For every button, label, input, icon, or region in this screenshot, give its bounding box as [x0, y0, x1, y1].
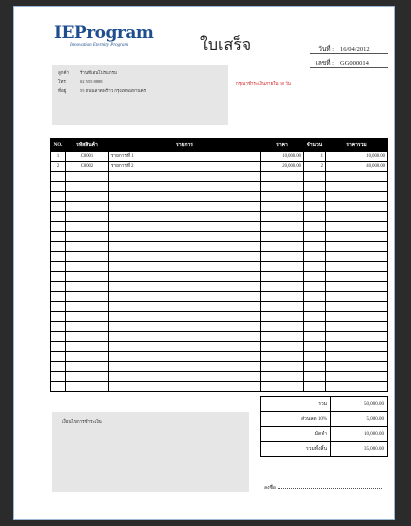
remark-label: เงื่อนไขการชำระเงิน: [62, 419, 102, 424]
remark-box: [52, 412, 249, 492]
empty-cell: [326, 362, 388, 372]
customer-name-label: ลูกค้า: [58, 70, 70, 75]
empty-cell: [51, 182, 66, 192]
empty-cell: [261, 262, 304, 272]
table-row-empty: [51, 342, 388, 352]
empty-cell: [51, 262, 66, 272]
document-title: ใบเสร็จ: [200, 35, 252, 54]
empty-cell: [304, 262, 326, 272]
summary-value: 5,000.00: [331, 412, 388, 427]
empty-cell: [326, 292, 388, 302]
payment-note: กรุณาชำระเงินภายใน 30 วัน: [236, 81, 291, 86]
empty-cell: [109, 242, 261, 252]
empty-cell: [261, 222, 304, 232]
empty-cell: [326, 192, 388, 202]
customer-name-value: ร้านทีเอนโปรแกรม: [80, 70, 118, 75]
empty-cell: [66, 172, 109, 182]
table-row-empty: [51, 222, 388, 232]
empty-cell: [51, 382, 66, 392]
empty-cell: [109, 212, 261, 222]
table-row-empty: [51, 262, 388, 272]
table-row-empty: [51, 242, 388, 252]
table-row-empty: [51, 182, 388, 192]
header-code: รหัสสินค้า: [66, 139, 109, 152]
cell-total: 40,000.00: [326, 162, 388, 172]
header-qty: จำนวน: [304, 139, 326, 152]
empty-cell: [51, 192, 66, 202]
signature-label: ลงชื่อ: [264, 486, 276, 491]
date-label: วันที่ :: [318, 46, 334, 53]
empty-cell: [51, 302, 66, 312]
empty-cell: [261, 352, 304, 362]
empty-cell: [261, 362, 304, 372]
summary-table: [260, 396, 388, 457]
empty-cell: [326, 282, 388, 292]
empty-cell: [66, 302, 109, 312]
empty-cell: [304, 332, 326, 342]
empty-cell: [109, 292, 261, 302]
summary-label: รวมทั้งสิ้น: [261, 442, 331, 457]
summary-label: มัดจำ: [261, 427, 331, 442]
empty-cell: [51, 362, 66, 372]
empty-cell: [109, 322, 261, 332]
empty-cell: [261, 242, 304, 252]
empty-cell: [66, 192, 109, 202]
summary-row-discount: [261, 412, 388, 427]
logo-tagline: Innovation Eternity Program: [70, 43, 129, 48]
empty-cell: [261, 312, 304, 322]
empty-cell: [261, 212, 304, 222]
empty-cell: [326, 222, 388, 232]
empty-cell: [109, 312, 261, 322]
empty-cell: [304, 312, 326, 322]
summary-value: 35,000.00: [331, 442, 388, 457]
table-row-empty: [51, 252, 388, 262]
empty-cell: [109, 302, 261, 312]
empty-cell: [66, 212, 109, 222]
table-row-empty: [51, 212, 388, 222]
empty-cell: [261, 282, 304, 292]
date-value: 16/04/2012: [340, 46, 370, 53]
empty-cell: [109, 382, 261, 392]
empty-cell: [66, 262, 109, 272]
summary-row-deposit: [261, 427, 388, 442]
empty-cell: [326, 242, 388, 252]
date-underline: [310, 53, 388, 54]
empty-cell: [304, 292, 326, 302]
empty-cell: [261, 302, 304, 312]
empty-cell: [66, 332, 109, 342]
empty-cell: [66, 312, 109, 322]
empty-cell: [66, 182, 109, 192]
number-underline: [310, 67, 388, 68]
cell-qty: 1: [304, 152, 326, 162]
table-row-empty: [51, 352, 388, 362]
empty-cell: [261, 342, 304, 352]
table-row-empty: [51, 362, 388, 372]
summary-row-grand-total: [261, 442, 388, 457]
empty-cell: [66, 362, 109, 372]
empty-cell: [304, 362, 326, 372]
empty-cell: [109, 262, 261, 272]
empty-cell: [326, 262, 388, 272]
cell-item: รายการที่ 1: [109, 152, 261, 162]
empty-cell: [261, 322, 304, 332]
summary-value: 10,000.00: [331, 427, 388, 442]
summary-row-subtotal: [261, 397, 388, 412]
empty-cell: [66, 382, 109, 392]
empty-cell: [51, 172, 66, 182]
empty-cell: [66, 272, 109, 282]
empty-cell: [109, 182, 261, 192]
customer-phone-label: โทร: [58, 79, 66, 84]
empty-cell: [304, 372, 326, 382]
empty-cell: [51, 212, 66, 222]
empty-cell: [51, 242, 66, 252]
summary-label: รวม: [261, 397, 331, 412]
customer-phone-row: [58, 78, 103, 85]
empty-cell: [261, 252, 304, 262]
table-row-empty: [51, 232, 388, 242]
table-row-empty: [51, 372, 388, 382]
empty-cell: [326, 372, 388, 382]
empty-cell: [304, 252, 326, 262]
empty-cell: [51, 342, 66, 352]
company-logo: [54, 24, 153, 48]
header-price: ราคา: [261, 139, 304, 152]
empty-cell: [261, 292, 304, 302]
header-item: รายการ: [109, 139, 261, 152]
customer-address-label: ที่อยู่: [58, 88, 67, 93]
receipt-sheet: [13, 6, 395, 520]
cell-no: 1: [51, 152, 66, 162]
summary-label: ส่วนลด 10%: [261, 412, 331, 427]
empty-cell: [326, 272, 388, 282]
table-row-empty: [51, 322, 388, 332]
empty-cell: [261, 332, 304, 342]
table-row-empty: [51, 282, 388, 292]
empty-cell: [51, 322, 66, 332]
empty-cell: [326, 312, 388, 322]
empty-cell: [304, 352, 326, 362]
empty-cell: [109, 172, 261, 182]
empty-cell: [326, 182, 388, 192]
empty-cell: [109, 332, 261, 342]
empty-cell: [51, 232, 66, 242]
empty-cell: [66, 372, 109, 382]
empty-cell: [304, 202, 326, 212]
empty-cell: [51, 202, 66, 212]
empty-cell: [51, 252, 66, 262]
empty-cell: [304, 192, 326, 202]
empty-cell: [51, 222, 66, 232]
summary-value: 50,000.00: [331, 397, 388, 412]
empty-cell: [261, 202, 304, 212]
empty-cell: [66, 202, 109, 212]
signature-row: [264, 484, 382, 492]
empty-cell: [326, 202, 388, 212]
table-row-empty: [51, 202, 388, 212]
empty-cell: [66, 282, 109, 292]
empty-cell: [109, 232, 261, 242]
empty-cell: [261, 192, 304, 202]
empty-cell: [304, 302, 326, 312]
cell-price: 20,000.00: [261, 162, 304, 172]
cell-price: 10,000.00: [261, 152, 304, 162]
empty-cell: [66, 242, 109, 252]
empty-cell: [326, 322, 388, 332]
logo-text: IEProgram: [54, 23, 154, 43]
empty-cell: [326, 232, 388, 242]
empty-cell: [261, 172, 304, 182]
empty-cell: [304, 282, 326, 292]
empty-cell: [304, 172, 326, 182]
cell-code: C0001: [66, 152, 109, 162]
empty-cell: [304, 342, 326, 352]
empty-cell: [109, 192, 261, 202]
empty-cell: [109, 272, 261, 282]
cell-no: 2: [51, 162, 66, 172]
empty-cell: [51, 312, 66, 322]
empty-cell: [109, 372, 261, 382]
items-table: [50, 138, 388, 392]
empty-cell: [66, 322, 109, 332]
header-total: ราคารวม: [326, 139, 388, 152]
empty-cell: [109, 342, 261, 352]
cell-code: C0002: [66, 162, 109, 172]
empty-cell: [109, 252, 261, 262]
empty-cell: [109, 362, 261, 372]
table-row-empty: [51, 312, 388, 322]
empty-cell: [326, 342, 388, 352]
signature-line: [278, 488, 382, 489]
empty-cell: [304, 212, 326, 222]
table-row-empty: [51, 292, 388, 302]
empty-cell: [304, 272, 326, 282]
empty-cell: [326, 332, 388, 342]
empty-cell: [66, 232, 109, 242]
customer-phone-value: 02 555 8888: [80, 79, 103, 84]
empty-cell: [304, 182, 326, 192]
cell-qty: 2: [304, 162, 326, 172]
empty-cell: [66, 222, 109, 232]
customer-address-value: 55 ถนนลาดพร้าว กรุงเทพมหานคร: [80, 88, 147, 93]
empty-cell: [326, 382, 388, 392]
cell-total: 10,000.00: [326, 152, 388, 162]
empty-cell: [326, 302, 388, 312]
table-row-empty: [51, 272, 388, 282]
customer-box: [52, 65, 228, 125]
table-row-empty: [51, 332, 388, 342]
header-no: NO.: [51, 139, 66, 152]
empty-cell: [66, 342, 109, 352]
empty-cell: [109, 202, 261, 212]
empty-cell: [304, 222, 326, 232]
empty-cell: [66, 252, 109, 262]
table-row-empty: [51, 172, 388, 182]
empty-cell: [304, 382, 326, 392]
empty-cell: [326, 212, 388, 222]
empty-cell: [51, 272, 66, 282]
table-row: [51, 152, 388, 162]
empty-cell: [261, 372, 304, 382]
empty-cell: [66, 352, 109, 362]
empty-cell: [51, 292, 66, 302]
empty-cell: [261, 382, 304, 392]
empty-cell: [326, 352, 388, 362]
empty-cell: [51, 372, 66, 382]
number-label: เลขที่ :: [315, 60, 334, 67]
empty-cell: [66, 292, 109, 302]
customer-name-row: [58, 69, 117, 76]
empty-cell: [304, 322, 326, 332]
customer-address-row: [58, 87, 146, 94]
table-row-empty: [51, 382, 388, 392]
empty-cell: [261, 182, 304, 192]
table-row: [51, 162, 388, 172]
empty-cell: [109, 222, 261, 232]
empty-cell: [326, 172, 388, 182]
empty-cell: [304, 232, 326, 242]
table-row-empty: [51, 192, 388, 202]
empty-cell: [326, 252, 388, 262]
empty-cell: [261, 272, 304, 282]
empty-cell: [51, 282, 66, 292]
number-value: GG000014: [340, 60, 369, 67]
empty-cell: [51, 352, 66, 362]
cell-item: รายการที่ 2: [109, 162, 261, 172]
items-header-row: [51, 139, 388, 152]
empty-cell: [109, 282, 261, 292]
empty-cell: [109, 352, 261, 362]
empty-cell: [51, 332, 66, 342]
table-row-empty: [51, 302, 388, 312]
empty-cell: [304, 242, 326, 252]
empty-cell: [261, 232, 304, 242]
